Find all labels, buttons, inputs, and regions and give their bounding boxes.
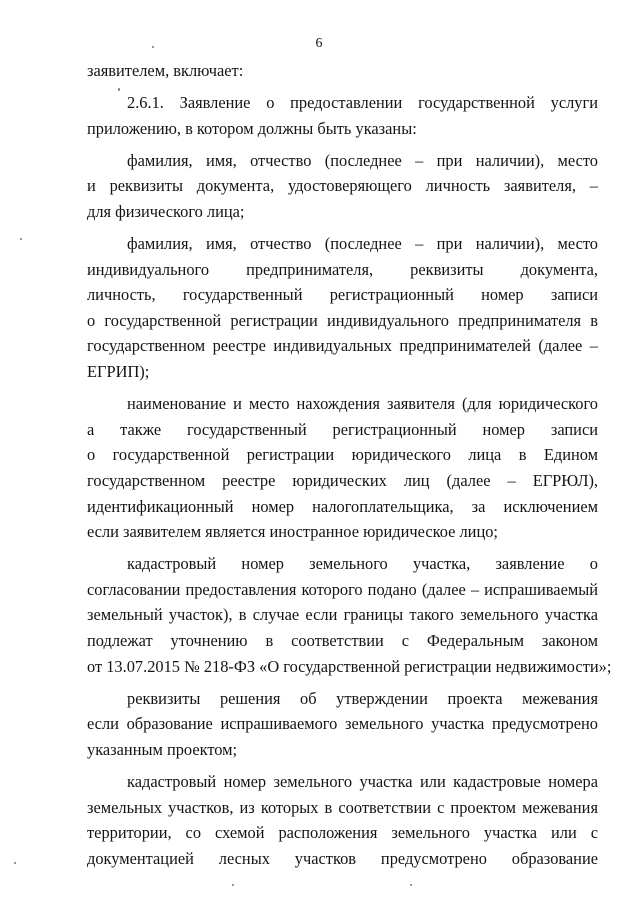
text-line: кадастровый номер земельного участка, заявление о: [127, 554, 598, 574]
text-line: земельных участков, из которых в соответствии с проектом межевания: [87, 797, 598, 817]
scan-speck: [118, 88, 120, 91]
text-line: подлежат уточнению в соответствии с Федеральным законом: [87, 630, 598, 650]
scan-speck: [14, 862, 16, 864]
text-line: и реквизиты документа, удостоверяющего личность заявителя, –: [87, 176, 598, 196]
text-line: 2.6.1. Заявление о предоставлении государственной услуги: [127, 93, 598, 113]
text-line: приложению, в котором должны быть указаны:: [87, 118, 417, 138]
text-line: государственном реестре индивидуальных предпринимателей (далее –: [87, 336, 598, 356]
text-line: личность, государственный регистрационный номер записи: [87, 285, 598, 305]
text-line: фамилия, имя, отчество (последнее – при наличии), место: [127, 234, 598, 254]
page-number: 6: [315, 36, 323, 51]
text-line: а также государственный регистрационный номер записи: [87, 419, 598, 439]
text-line: от 13.07.2015 № 218-ФЗ «О государственной регистрации недвижимости»;: [87, 656, 612, 676]
text-line: ЕГРИП);: [87, 362, 150, 382]
text-line: территории, со схемой расположения земельного участка или с: [87, 823, 598, 843]
text-line: документацией лесных участков предусмотрено образование: [87, 848, 598, 868]
text-line: наименование и место нахождения заявителя (для юридического: [127, 394, 598, 414]
text-line: о государственной регистрации юридического лица в Едином: [87, 445, 598, 465]
text-line: реквизиты решения об утверждении проекта межевания: [127, 688, 598, 708]
text-line: фамилия, имя, отчество (последнее – при наличии), место: [127, 150, 598, 170]
text-line: заявителем, включает:: [87, 61, 244, 80]
text-line: земельный участок), в случае если границы такого земельного участка: [87, 605, 598, 625]
text-line: о государственной регистрации индивидуального предпринимателя в: [87, 310, 598, 330]
text-line: индивидуального предпринимателя, реквизиты документа,: [87, 259, 598, 279]
scan-speck: [410, 884, 412, 886]
scan-speck: [20, 238, 22, 240]
scan-speck: [152, 46, 154, 48]
text-line: для физического лица;: [87, 201, 245, 221]
text-line: указанным проектом;: [87, 739, 238, 759]
text-line: кадастровый номер земельного участка или кадастровые номера: [127, 771, 598, 791]
text-line: государственном реестре юридических лиц (далее – ЕГРЮЛ),: [87, 470, 598, 490]
text-line: согласовании предоставления которого подано (далее – испрашиваемый: [87, 579, 598, 599]
text-line: если заявителем является иностранное юридическое лицо;: [87, 522, 498, 542]
text-line: идентификационный номер налогоплательщика, за исключением: [87, 496, 598, 516]
text-line: если образование испрашиваемого земельного участка предусмотрено: [87, 714, 598, 734]
scan-speck: [232, 884, 234, 886]
document-body: [87, 58, 612, 871]
